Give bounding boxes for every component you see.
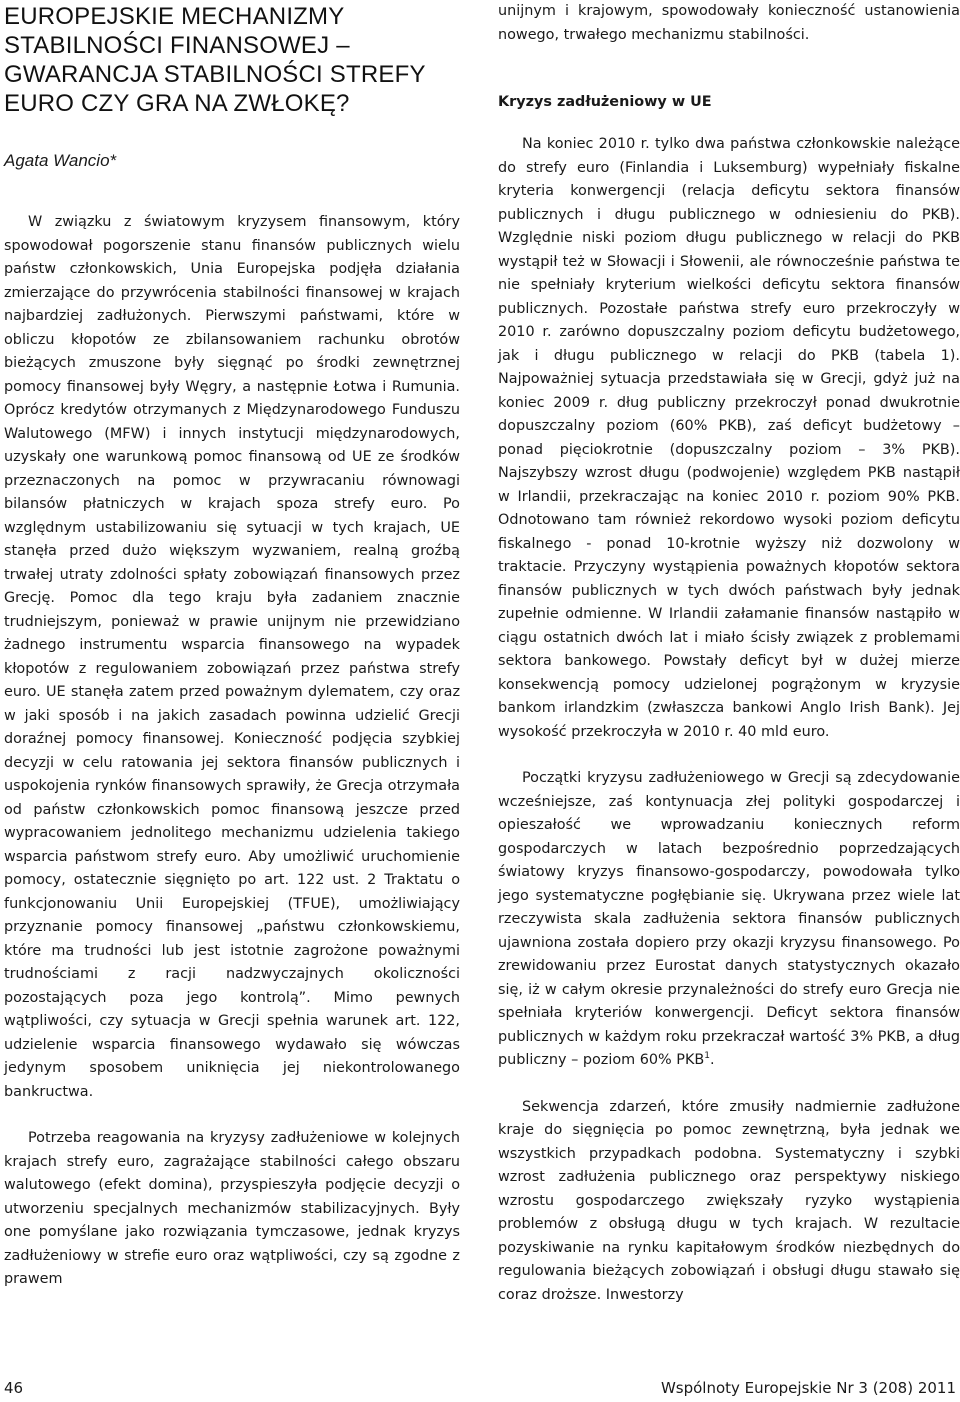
right-continuation-text: unijnym i krajowym, spowodowały konieczność ustanowienia nowego, trwałego mechanizmu stabilności. [498, 3, 960, 43]
left-paragraph-2: Potrzeba reagowania na kryzysy zadłużeniowe w kolejnych krajach strefy euro, zagrażające stabilności całego obszaru walutowego (efekt domina), przyspieszyła podjęcie decyzji o utworzeniu specjalnych mechanizmów stabilizacyjnych. Były one pomyślane jako rozwiązania tymczasowe, jednak kryzys zadłużeniowy w strefie euro oraz wątpliwości, czy są zgodne z prawem [4, 1130, 460, 1287]
right-column [498, 133, 960, 1307]
right-paragraph-2-end: . [710, 1052, 715, 1068]
right-paragraph-2-text: Początki kryzysu zadłużeniowego w Grecji są zdecydowanie wcześniejsze, zaś kontynuacja złej polityki gospodarczej i opieszałość we wprowadzaniu koniecznych reform gospodarczych w latach bezpośrednio poprzedzających światowy kryzys finansowo-gospodarczy, powodowała tylko jego systematyczne pogłębianie się. Ukrywana przez wiele lat rzeczywista skala zadłużenia sektora finansów publicznych ujawniona została dopiero przy okazji kryzysu finansowego. Po zrewidowaniu przez Eurostat danych statystycznych okazało się, iż w całym okresie przynależności do strefy euro Grecja nie spełniała kryteriów konwergencji. Deficyt sektora finansów publicznych w każdym roku przekraczał wartość 3% PKB, a dług publiczny – poziom 60% PKB [498, 770, 960, 1068]
section-heading: Kryzys zadłużeniowy w UE [498, 94, 712, 110]
page-number: 46 [4, 1379, 24, 1397]
left-column [4, 211, 460, 1292]
left-paragraph-1: W związku z światowym kryzysem finansowym, który spowodował pogorszenie stanu finansów publicznych wielu państw członkowskich, Unia Europejska podjęła działania zmierzające do przywrócenia stabilności finansowej w krajach najbardziej zadłużonych. Pierwszymi państwami, które w obliczu kłopotów ze zbilansowaniem rachunku obrotów bieżących zmuszone były sięgnąć po środki zewnętrznej pomocy finansowej były Węgry, a następnie Łotwa i Rumunia. Oprócz kredytów otrzymanych z Międzynarodowego Funduszu Walutowego (MFW) i innych instytucji międzynarodowych, uzyskały one warunkową pomoc finansową od UE ze środków przeznaczonych na pomoc w przywracaniu równowagi bilansów płatniczych w krajach spoza strefy euro. Po względnym ustabilizowaniu się sytuacji w tych krajach, UE stanęła przed dużo większym wyzwaniem, realną groźbą trwałej utraty zdolności spłaty zobowiązań finansowych przez Grecję. Pomoc dla tego kraju była zadaniem znacznie trudniejszym, ponieważ w prawie unijnym nie przewidziano żadnego instrumentu wsparcia finansowego na wypadek kłopotów z regulowaniem zobowiązań przez państwa strefy euro. UE stanęła zatem przed poważnym dylematem, czy oraz w jaki sposób i na jakich zasadach powinna udzielić Grecji doraźnej pomocy finansowej. Konieczność podjęcia szybkiej decyzji w celu ratowania jej sektora finansów publicznych i uspokojenia rynków finansowych sprawiły, że Grecja otrzymała od państw członkowskich pomoc finansową jeszcze przed wypracowaniem jednolitego mechanizmu udzielenia takiego wsparcia państwom strefy euro. Aby umożliwić uruchomienie pomocy, ostatecznie sięgnięto po art. 122 ust. 2 Traktatu o funkcjonowaniu Unii Europejskiej (TFUE), umożliwiający przyznanie pomocy finansowej „państwu członkowskiemu, które ma trudności lub jest istotnie zagrożone poważnymi trudnościami z racji nadzwyczajnych okoliczności pozostających poza jego kontrolą”. Mimo pewnych wątpliwości, czy sytuacja w Grecji spełnia warunek art. 122, udzielenie wsparcia finansowego wydawało się wówczas jedynym sposobem uniknięcia jej niekontrolowanego bankructwa. [4, 214, 460, 1100]
right-paragraph-1: Na koniec 2010 r. tylko dwa państwa członkowskie należące do strefy euro (Finlandia i Luksemburg) wypełniały fiskalne kryteria konwergencji (relacja deficytu sektora finansów publicznych i długu publicznego w odniesieniu do PKB). Względnie niski poziom długu publicznego w relacji do PKB wystąpił też w Słowacji i Słowenii, ale równocześnie państwa te nie spełniały kryterium wielkości deficytu sektora finansów publicznych. Pozostałe państwa strefy euro przekroczyły w 2010 r. zarówno dopuszczalny poziom deficytu budżetowego, jak i długu publicznego w relacji do PKB (tabela 1). Najpoważniej sytuacja przedstawiała się w Grecji, gdyż już na koniec 2009 r. dług publiczny przekroczył ponad dwukrotnie dopuszczalny poziom (60% PKB), zaś deficyt budżetowy – ponad pięciokrotnie (dopuszczalny poziom – 3% PKB). Najszybszy wzrost długu (podwojenie) względem PKB nastąpił w Irlandii, przekraczając na koniec 2010 r. poziom 90% PKB. Odnotowano tam również rekordowo wysoki poziom deficytu fiskalnego - ponad 10-krotnie wyższy niż dozwolony w traktacie. Przyczyny wystąpienia poważnych kłopotów sektora finansów publicznych w tych dwóch państwach były jednak zupełnie odmienne. W Irlandii załamanie finansów nastąpiło w ciągu ostatnich dwóch lat i miało ścisły związek z problemami sektora bankowego. Powstały deficyt był w dużej mierze konsekwencją pomocy udzielonej pogrążonym w kryzysie bankom irlandzkim (zwłaszcza bankowi Anglo Irish Bank). Jej wysokość przekroczyła w 2010 r. 40 mld euro. [498, 136, 960, 740]
journal-footer: Wspólnoty Europejskie Nr 3 (208) 2011 [660, 1379, 956, 1397]
footnote-marker[interactable]: 1 [704, 1051, 711, 1062]
right-paragraph-2 [498, 767, 960, 1073]
article-title: EUROPEJSKIE MECHANIZMY STABILNOŚCI FINANSOWEJ – GWARANCJA STABILNOŚCI STREFY EURO CZY GRA NA ZWŁOKĘ? [4, 3, 426, 117]
right-column-continuation [498, 0, 960, 47]
right-paragraph-3: Sekwencja zdarzeń, które zmusiły nadmiernie zadłużone kraje do sięgnięcia po pomoc zewnętrzną, była jednak we wszystkich przypadkach podobna. Systematyczny i szybki wzrost zadłużenia publicznego oraz perspektywy niskiego wzrostu gospodarczego zwiększały ryzyko wystąpienia problemów z obsługą długu w tych krajach. W rezultacie pozyskiwanie na rynku kapitałowym środków niezbędnych do regulowania bieżących zobowiązań i obsługi długu stawało się coraz droższe. Inwestorzy [498, 1098, 960, 1303]
article-author: Agata Wancio* [4, 151, 117, 170]
